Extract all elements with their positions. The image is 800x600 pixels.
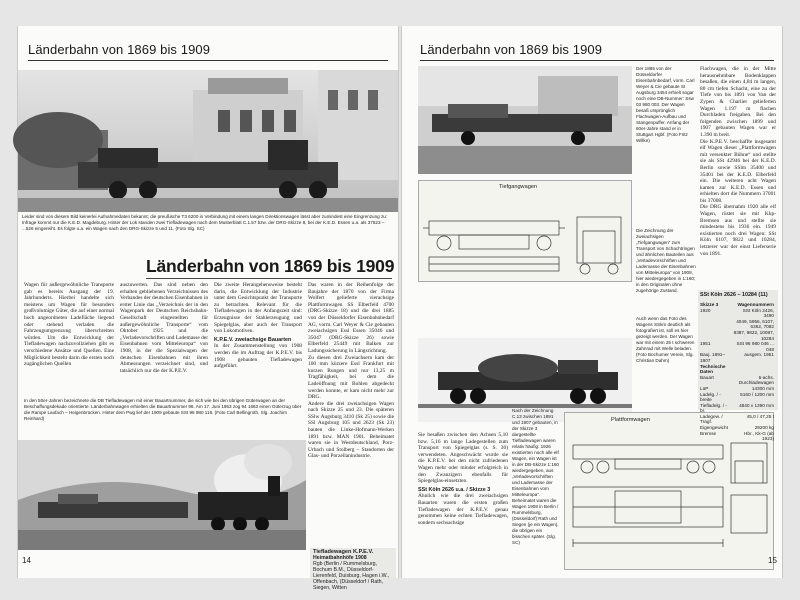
info-box-text: Rgb (Berlin / Rummelsburg, Bochum B.M., Düsseldorf-Lierenfeld, Duisburg, Hagen i.W., Offenbach, (Düsseldorf / Rath, Siegen, Witten (313, 561, 390, 591)
spec-label: Eigengewicht (700, 425, 728, 431)
body-column-4-text: Das waren in der Reihenfolge der Baujahre der 1870 von der Firma Wolfert gelieferte vierachsige Plattformwagen SS Elberfeld 4700 (DRG-Skizze 18) und die drei 1885 von der Düsseldorfer Eisenbahnbedarf AG, vorm. Carl Weyer & Cie gebauten zweiachsigen Essl Essen 35046 und 35047 (DRG-Skizze 26) sowie Elberfeld 25449 mit Balken zur Ladungssicherung in Längsrichtung. (308, 282, 394, 354)
bottom-photo (18, 440, 306, 550)
spec-value: 14300 mm (751, 385, 774, 391)
body-column-3 (214, 282, 302, 392)
spec-label: Bauj. 1891–1907 (700, 352, 726, 363)
spec-value: 6-achs. Durchladewagen (738, 374, 774, 386)
body-column-a-subheading: SSt Köln 2626 u.a. / Skizze 3 (418, 486, 491, 493)
running-head: Länderbahn von 1869 bis 1909 (420, 42, 603, 57)
spec-label: 1951 (700, 341, 711, 347)
spec-value: 5160 / 1200 mm (740, 391, 774, 397)
spec-value: 4840 x 1390 mm (739, 402, 774, 408)
body-column-4-text-c: Andere die drei zweiachsigen Wagen nach Skizze 25 und 23. Die späteren SSlw Augsburg 3410 (Sk 25) sowie die SSl Augsburg 105 und 2623 (Sk 23) bauten die Linke-Hofmann-Werken 1891 bzw. MAN 1901. Beheimatet waren sie in Westdeutschland, Porz-Urbach und Stolberg – Standorten der Glas- und Porzellanindustrie. (308, 400, 394, 460)
spec-row (700, 341, 776, 352)
spec-table (700, 302, 776, 442)
body-column-b-text: Flachwagen, die in der Mitte herausnehmbare Bodenklappen besaßen, die einen 4,84 m langen, 80 cm tiefen Schacht, eine zu der Tiefe von bis 1891 von Van der Zypen & Charlier gelieferten Wagen 1.197 m flachen Durchladen freigaben. Bei den folgenden zwischen 1899 und 1907 gebauten Wagen war er 1.390 m breit. (700, 66, 776, 138)
spec-box-title: SSt Köln 2626 – 10284 (11) (700, 292, 768, 298)
body-column-4-text-b: Zu diesen drei Zweiachsern kam der 100 mm kürzere Essl Frankfurt mit kurzen Rungen und nur 13,25 m Tragfähigkeit, bei dem die Ladeöffnung mit Bohlen abgedeckt werden konnte, er kam nicht mehr zur DRG. (308, 354, 394, 401)
spec-row (700, 392, 776, 403)
body-column-b-text-c: Die DRG übernahm 1920 alle elf Wagen, rüstet sie mit Kkp-Bremsen aus und stellte sie mindestens bis 1936 ein. 1949 existierten noch drei Wagen: SSt Köln 6107, 9822 und 10284, letzterer war der einst Lieferserie von 1891. (700, 204, 776, 257)
spec-value: Hbr., Kk-G (ab 1923) (744, 430, 774, 442)
running-head: Länderbahn von 1869 bis 1909 (28, 42, 211, 57)
spec-row (700, 403, 776, 414)
spec-value: ausgem. 1951 (744, 352, 774, 358)
body-column-a (418, 432, 508, 578)
plattformwagen-drawing-caption: Nach der Zeichnung C.13 zwischen 1891 und 1907 gebauten, in der Skizze 3 dargestellte Tiefladewagen waren relativ häufig: 1926 existierten noch alle elf Wagen, ein Wagen ist in der DB-Skizze 1:160 wiedergegeben, aus „Verladevorschriften und Lademasse der Eisenbahnen vom Mitteleuropa“. Beheimatet waren die Wagen 1908 in Berlin / Rummelsburg, (Düsseldorf) Rath und Siegen (je ein Wagen), die übrigen ein bisschen später. (Slg. SC) (512, 408, 559, 545)
body-column-3-text: Die zweite Herangehensweise besteht darin, die Entwicklung der Industrie unter dem Gesichtspunkt der Transporte zu betrachten. Relevant für die Tiefladewagen in der Anfangszeit sind: Erzeugnisse der Stahlerzeugung und Spiegelglas, aber auch der Transport von Lokomotiven. (214, 282, 302, 335)
spec-label: Ladegew. / Tragf. (700, 413, 723, 425)
spec-row (700, 330, 776, 341)
article-title: Länderbahn von 1869 bis 1909 (146, 256, 395, 276)
spec-label: Bauart (700, 374, 714, 380)
spec-box (698, 290, 778, 442)
page-number-left: 14 (22, 556, 31, 565)
body-column-3-subheading: K.P.E.V. zweiachsige Bauarten (214, 336, 292, 343)
flat-wagon-station-photo (418, 66, 632, 174)
plattformwagen-drawing-title: Plattformwagen (611, 417, 650, 423)
station-locomotive-photo (18, 70, 398, 212)
spec-value: 4049, 5956, 6107, 6362, 7082 (736, 318, 774, 330)
body-column-a-text: Sie besaßen zwischen den Achsen 5,10 bzw. 5,16 m lange Ladegestellen zum Transport von Spiegelglas (s. S. 30) verwendeten. Angeschwächt wurde sie die K.P.E.V. bei den nicht zufriedenen Wagen mehr oder minder erfolgreich in den Zwanzigern ebenfalls für Spiegelglas-einsetzten. (418, 432, 508, 485)
top-photo-caption: Leider sind von diesem Bild keinerlei Aufnahmedaten bekannt; die preußische T3 6200 in Verbindung mit einem langen Direktionswagen lässt aber zumindest eine Eingrenzung zu: Infrage kommt nur die K.E.D. Magdeburg. Hinter der Lok standen zwei Tiefladewagen nach dem Musterblatt C.1.57 bzw. der DRG-Skizze 8, bei der K.E.D. Essen u.a. als 37523 – ...526 eingereiht. Es folgte u.a. ein Wagen nach den DRG-Skizze 5 und 11. (Foto Slg. SC) (22, 214, 388, 231)
body-column-b-text-b: Die K.P.E.V. beschaffte insgesamt elf Wagen dieser „Plattformwagen mit versenkter Bühne“ und stellte sie als SSt 42946 bei der K.E.D. Berlin sowie SSlm 35400 und 35401 bei der K.E.D. Elberfeld ein. Die weiteren acht Wagen kamen zur K.E.D. Essen und erhielten dort die Nummern 37001 bis 37008. (700, 138, 776, 204)
tiefgangwagen-schematic (419, 191, 633, 281)
tiefgangwagen-drawing-caption: Die Zeichnung der zweiachsigen „Tiefgangwagen“ zum Transport von Schachtringen und ähnlichen Bauteilen aus „Verladevorschriften und Lademasse der Eisenbahnen von Mitteleuropa“ von 1908, hier wiedergegeben in 1:160; in den Originalen ohne zugehörige Zustand. (636, 228, 696, 293)
info-box-subtitle: Heimatbahnhöfe 1908 (313, 555, 367, 561)
body-column-1: Wagen für außergewöhnliche Transporte gab es bereits Ausgang der 19. Jahrhunderts. Hierbei handelte sich meistens um Wagen für besonders großvolumige Güter, die auf einer normal hoch angeordneten Ladefläche liegend oder stehend verladen die Fahrzeugumgrenzung überschreiten würden. Um die Entwicklung der Tiefladewagen nachzuvollziehen gibt es verschiedene Ansätze und Quellen. Eine Möglichkeit besteht darin die ersten noch zugänglichen Quellen (24, 282, 114, 368)
spec-row (700, 364, 776, 375)
plattformwagen-schematic (565, 425, 775, 571)
spec-value: SSt 96 980 046 ... 048 (736, 341, 774, 352)
page-number-right: 15 (768, 556, 777, 565)
wagon-photo-1-caption: Der 1885 von der Düsseldorfer Eisenbahnbedarf, vorm. Carl Weyer & Cie gebaute St Augsburg 3454 erhielt sogar noch eine DB-Nummer: Ssw 03 980 003. Der Wagen besaß ursprünglich Flachwagen-Aufbau und Stangenpuffer. Anfang der 60er-Jahre stand er in Stuttgart Hgbf. (Foto Fritz Willke) (636, 66, 695, 143)
spec-label: Tiefladelg. / -br. (700, 402, 727, 414)
body-column-3-text-b: In der Zusammenstellung von 1908 werden die im Auftrag der K.P.E.V. bis 1908 gebauten Tiefladewagen aufgeführt. (214, 343, 302, 370)
left-page (18, 26, 398, 591)
spec-label: Technische Daten (700, 363, 726, 375)
spec-value: Wagennummern (737, 302, 774, 307)
spec-label: Ladelg. / -breite (700, 391, 721, 403)
spec-row (700, 319, 776, 330)
spec-label: Skizze 3 (700, 302, 719, 307)
body-column-4 (308, 282, 394, 544)
info-box-title: Tiefladewagen K.P.E.V. (313, 549, 374, 555)
spec-value: 8387, 9822, 10087, 10284 (733, 329, 774, 341)
title-rule (146, 278, 392, 279)
right-page (402, 26, 782, 578)
running-head-rule (420, 60, 774, 61)
freight-train-photo (18, 440, 306, 550)
spec-row (700, 302, 776, 308)
top-photo (18, 70, 398, 212)
spec-label (700, 330, 732, 341)
spec-row (700, 431, 776, 442)
body-column-2: auszuwerten. Das sind neben den erhalten gebliebenen Verzeichnissen des Verbandes der deutschen Eisenbahnen in erster Linie das „Verzeichnis der in den Wagenpark der Deutschen Reichsbahn-Gesellschaft eingestellten für außergewöhnliche Transporte“ vom Oktober 1925 und die „Verladevorschriften und Lademasse der Eisenbahnen vom Mitteleuropa“ von 1908, in der die Spezialwagen der deutschen Eisenbahnen mit ihren Abmessungen verzeichnet sind, und tatsächlich nur die der K.P.E.V. (120, 282, 209, 374)
bottom-photo-caption: In den 50er-Jahren bezeichnete die DB Tiefladewagen mit einer Bauartnummer, die sich wie bei den übrigen Güterwagen an der Beschaffungsdekade orientierte. Länderbahnwagen erhielten die Bauartnummer 96. Am 17. Juni 1953 zog 94 1663 einen Güterzug über die Rampe Laufach – Heigenbrücken. Hinter dem Pwg lief der 1909 gebaute SSt 96 980 116. (Foto Carl Bellingroth, Slg. Joachim Reinhard) (24, 398, 302, 421)
spec-value: SSt Köln 2426, 3490 (742, 307, 774, 319)
spec-label (700, 319, 732, 330)
running-head-rule (28, 60, 388, 61)
spec-label: Bremse (700, 430, 717, 436)
spec-value (732, 364, 776, 375)
spec-label: LüP (700, 385, 709, 391)
spec-row (700, 308, 776, 319)
body-column-b (700, 66, 776, 286)
spec-label: 1920 (700, 307, 711, 313)
spec-row (700, 352, 776, 363)
tiefgangwagen-drawing (418, 180, 632, 282)
tiefgangwagen-drawing-title: Tiefgangwagen (499, 184, 538, 190)
spec-value: 45,0 / 47,25 t (746, 413, 774, 419)
spec-row (700, 414, 776, 425)
spec-value: 29200 kg (754, 425, 774, 431)
wagon-photo-1 (418, 66, 632, 174)
wagon-photo-2-caption: Auch wenn das Foto des Wagens SSkm deutlich als fotografiert ist, soll es hier gezeigt werden. Der Wagen war mit einem 25 t schweren Zahnrad mit Welle beladen. (Foto Bochumer Verein, Slg. Christian Dahm) (636, 316, 695, 363)
info-box (310, 548, 396, 591)
body-column-a-text-b: Ähnlich wie die drei zweiachsigen Bauarten waren die ersten großen Tiefladewagen der K.P.E.V. genau genommen keine echten Tiefladewagen, sondern sechsachsige (418, 493, 508, 526)
spec-row (700, 375, 776, 386)
